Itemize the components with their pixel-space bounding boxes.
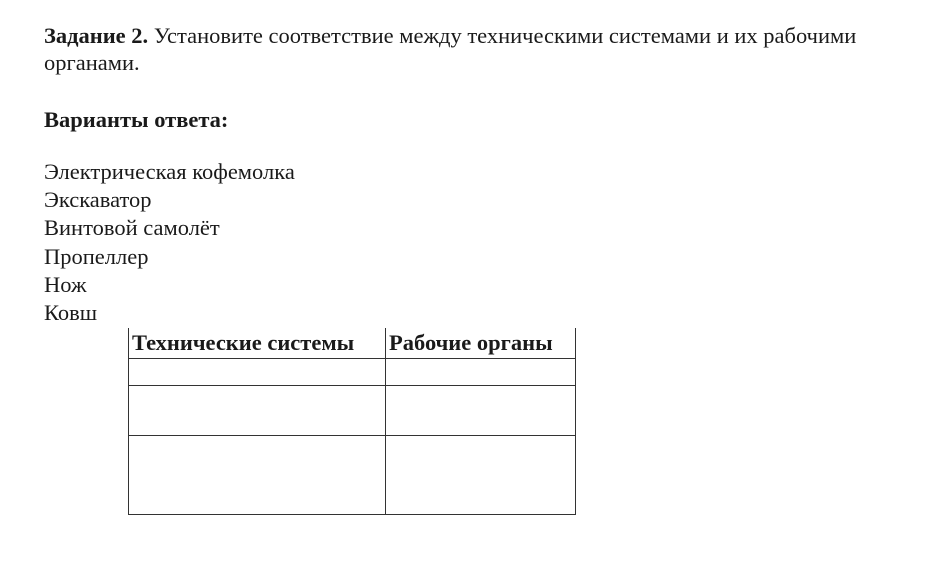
answer-option: Винтовой самолёт xyxy=(44,215,220,241)
table-cell xyxy=(129,386,386,436)
matching-table xyxy=(128,328,576,515)
table-cell xyxy=(386,359,576,386)
answer-option: Электрическая кофемолка xyxy=(44,159,295,184)
answer-options-list xyxy=(44,158,295,327)
table-row xyxy=(129,359,576,386)
table-row xyxy=(129,386,576,436)
table-cell xyxy=(129,359,386,386)
answer-option: Пропеллер xyxy=(44,243,149,269)
answer-option: Нож xyxy=(44,271,87,297)
table-header-row xyxy=(129,328,576,359)
table-row xyxy=(129,436,576,515)
task-text: Установите соответствие между техническими системами и их рабочими органами. xyxy=(44,23,857,75)
task-statement xyxy=(44,22,904,76)
answer-option: Ковш xyxy=(44,300,98,326)
column-header-organs: Рабочие органы xyxy=(386,328,576,359)
table-cell xyxy=(386,386,576,436)
table-cell xyxy=(129,436,386,515)
answers-heading: Варианты ответа: xyxy=(44,107,229,132)
answer-option: Экскаватор xyxy=(44,187,152,213)
column-header-systems: Технические системы xyxy=(129,328,386,359)
task-number: Задание 2. xyxy=(44,23,149,48)
table-cell xyxy=(386,436,576,515)
